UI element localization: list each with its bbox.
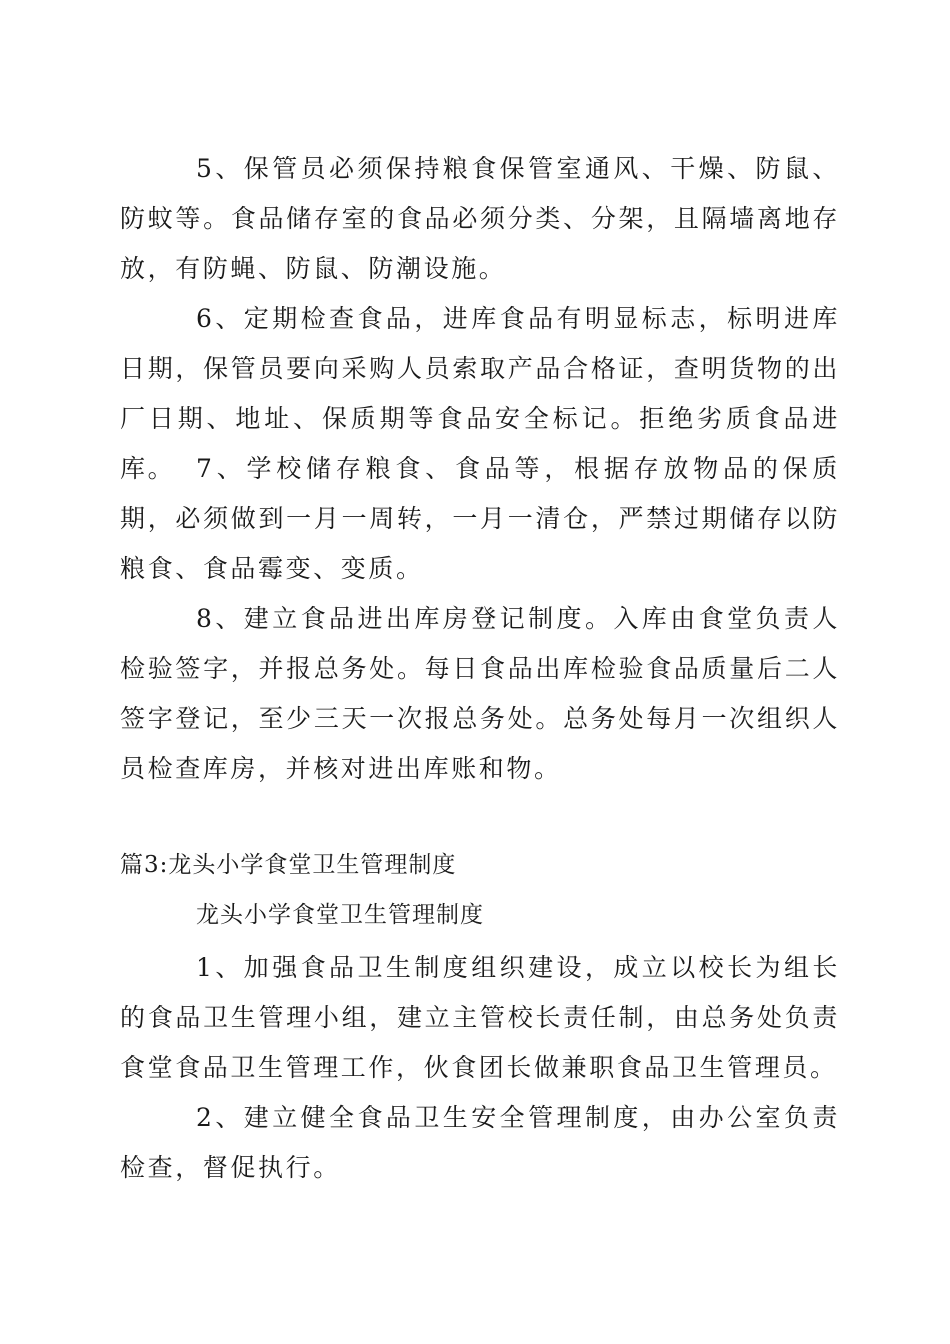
section-paragraph-2: 2、建立健全食品卫生安全管理制度，由办公室负责检查，督促执行。 xyxy=(120,1103,840,1182)
document-title: 龙头小学食堂卫生管理制度 xyxy=(196,902,484,928)
paragraph-6: 6、定期检查食品，进库食品有明显标志，标明进库日期，保管员要向采购人员索取产品合格证，查明货物的出厂日期、地址、保质期等食品安全标记。拒绝劣质食品进库。 xyxy=(120,304,840,483)
paragraph-5: 5、保管员必须保持粮食保管室通风、干燥、防鼠、防蚊等。食品储存室的食品必须分类、分架，且隔墙离地存放，有防蝇、防鼠、防潮设施。 xyxy=(120,154,840,283)
section-heading: 篇3:龙头小学食堂卫生管理制度 xyxy=(120,852,457,878)
section-paragraph-1: 1、加强食品卫生制度组织建设，成立以校长为组长的食品卫生管理小组，建立主管校长责任制，由总务处负责食堂食品卫生管理工作，伙食团长做兼职食品卫生管理员。 xyxy=(120,953,840,1082)
paragraph-7: 7、学校储存粮食、食品等，根据存放物品的保质期，必须做到一月一周转，一月一清仓，严禁过期储存以防粮食、食品霉变、变质。 xyxy=(120,454,840,583)
paragraph-8: 8、建立食品进出库房登记制度。入库由食堂负责人检验签字，并报总务处。每日食品出库检验食品质量后二人签字登记，至少三天一次报总务处。总务处每月一次组织人员检查库房，并核对进出库账和物。 xyxy=(120,604,840,783)
